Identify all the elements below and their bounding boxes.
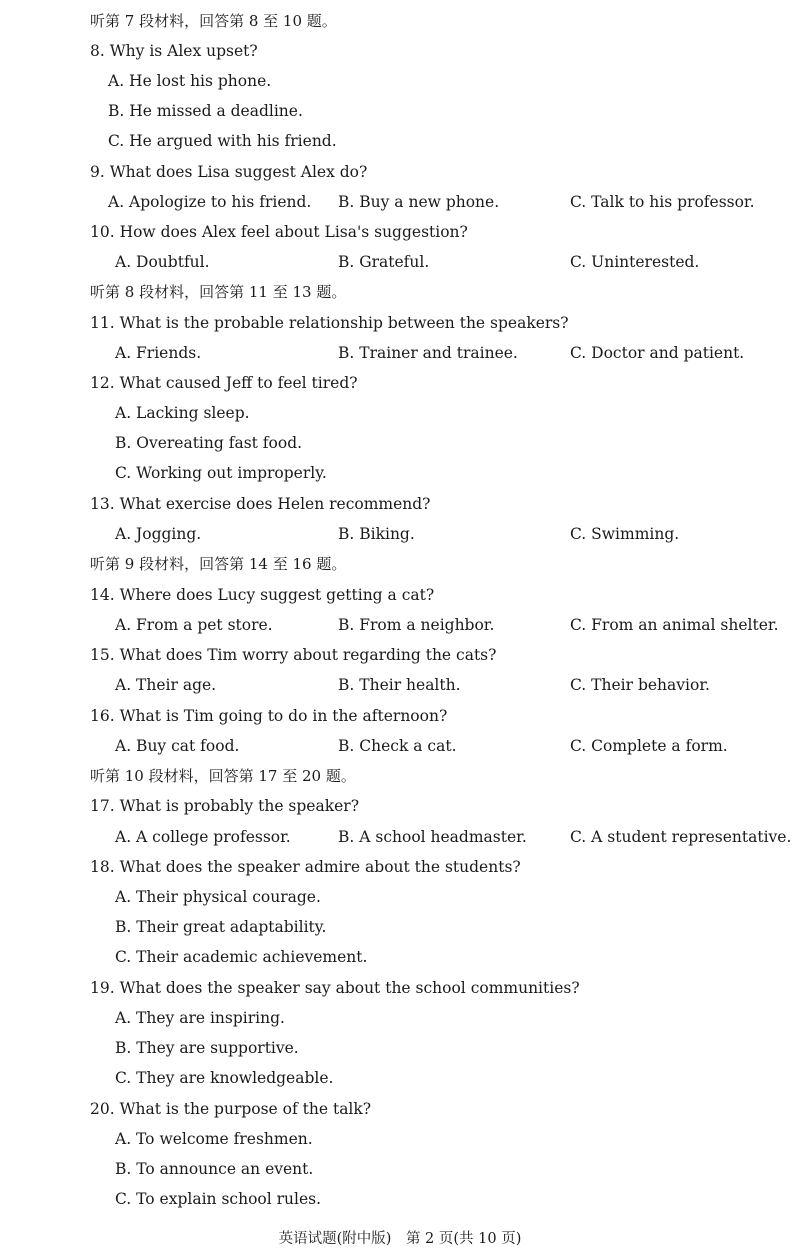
option-c: C. To explain school rules.	[115, 1190, 322, 1208]
section-heading: 听第 8 段材料，回答第 11 至 13 题。	[90, 283, 347, 301]
option-a: A. He lost his phone.	[108, 72, 272, 90]
option-a: A. To welcome freshmen.	[115, 1130, 313, 1148]
question-stem: 10. How does Alex feel about Lisa's suggestion?	[90, 223, 468, 241]
question-stem: 8. Why is Alex upset?	[90, 42, 258, 60]
option-b: B. From a neighbor.	[338, 616, 495, 634]
option-a: A. Lacking sleep.	[115, 404, 250, 422]
option-b: B. They are supportive.	[115, 1039, 299, 1057]
question-stem: 16. What is Tim going to do in the afternoon?	[90, 707, 448, 725]
question-stem: 14. Where does Lucy suggest getting a cat?	[90, 586, 435, 604]
option-c: C. They are knowledgeable.	[115, 1069, 334, 1087]
option-a: A. Apologize to his friend.	[108, 193, 312, 211]
question-stem: 17. What is probably the speaker?	[90, 797, 360, 815]
question-stem: 20. What is the purpose of the talk?	[90, 1100, 372, 1118]
option-c: C. A student representative.	[570, 828, 792, 846]
option-c: C. Their behavior.	[570, 676, 710, 694]
option-a: A. They are inspiring.	[115, 1009, 285, 1027]
question-stem: 18. What does the speaker admire about the students?	[90, 858, 521, 876]
section-heading: 听第 7 段材料，回答第 8 至 10 题。	[90, 12, 337, 30]
option-a: A. Their physical courage.	[115, 888, 321, 906]
option-a: A. A college professor.	[115, 828, 291, 846]
option-b: B. Grateful.	[338, 253, 430, 271]
option-c: C. Uninterested.	[570, 253, 700, 271]
option-a: A. Their age.	[115, 676, 217, 694]
option-c: C. From an animal shelter.	[570, 616, 779, 634]
question-stem: 19. What does the speaker say about the school communities?	[90, 979, 580, 997]
option-c: C. He argued with his friend.	[108, 132, 337, 150]
question-stem: 15. What does Tim worry about regarding the cats?	[90, 646, 497, 664]
option-b: B. Trainer and trainee.	[338, 344, 518, 362]
option-b: B. Their health.	[338, 676, 461, 694]
option-a: A. Friends.	[115, 344, 202, 362]
page-footer: 英语试题(附中版) 第 2 页(共 10 页)	[278, 1231, 522, 1247]
section-heading: 听第 10 段材料，回答第 17 至 20 题。	[90, 767, 356, 785]
option-a: A. Buy cat food.	[115, 737, 240, 755]
option-b: B. A school headmaster.	[338, 828, 527, 846]
question-stem: 9. What does Lisa suggest Alex do?	[90, 163, 368, 181]
option-c: C. Doctor and patient.	[570, 344, 745, 362]
option-b: B. He missed a deadline.	[108, 102, 303, 120]
option-c: C. Their academic achievement.	[115, 948, 368, 966]
question-stem: 12. What caused Jeff to feel tired?	[90, 374, 358, 392]
option-c: C. Swimming.	[570, 525, 680, 543]
option-c: C. Complete a form.	[570, 737, 728, 755]
option-a: A. From a pet store.	[115, 616, 273, 634]
question-stem: 13. What exercise does Helen recommend?	[90, 495, 431, 513]
option-b: B. To announce an event.	[115, 1160, 314, 1178]
option-c: C. Talk to his professor.	[570, 193, 755, 211]
option-a: A. Doubtful.	[115, 253, 210, 271]
question-stem: 11. What is the probable relationship between the speakers?	[90, 314, 569, 332]
option-c: C. Working out improperly.	[115, 464, 327, 482]
section-heading: 听第 9 段材料，回答第 14 至 16 题。	[90, 555, 347, 573]
option-b: B. Their great adaptability.	[115, 918, 327, 936]
option-a: A. Jogging.	[115, 525, 202, 543]
option-b: B. Overeating fast food.	[115, 434, 303, 452]
option-b: B. Check a cat.	[338, 737, 457, 755]
option-b: B. Biking.	[338, 525, 415, 543]
option-b: B. Buy a new phone.	[338, 193, 500, 211]
